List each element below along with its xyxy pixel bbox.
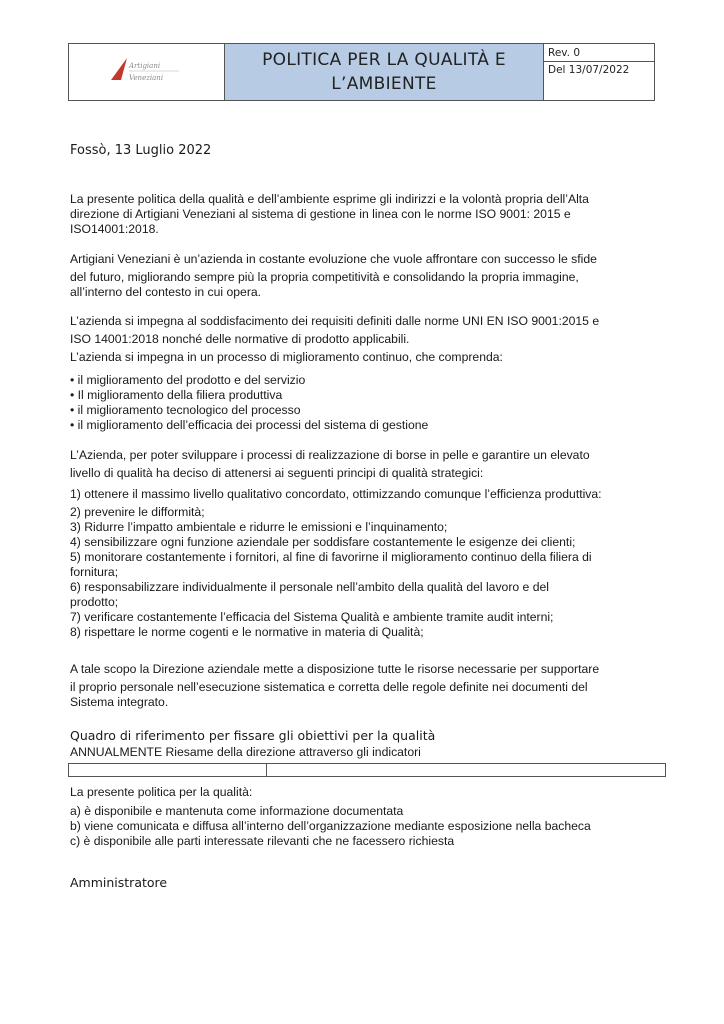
principle-1: 1) ottenere il massimo livello qualitativo concordato, ottimizzando comunque l’efficienza produttiva: [70, 487, 602, 501]
title-line-2: L’AMBIENTE [331, 74, 437, 94]
list-item: a) è disponibile e mantenuta come informazione documentata [70, 804, 404, 818]
date-place: Fossò, 13 Luglio 2022 [70, 143, 212, 158]
title-line-1: POLITICA PER LA QUALITÀ E [262, 50, 506, 70]
logo-cell [69, 44, 225, 101]
resources-paragraph [70, 660, 660, 711]
resources-line: il proprio personale nell’esecuzione sistematica e corretta delle regole definite nei documenti del [70, 680, 588, 694]
list-item: • il miglioramento del prodotto e del servizio [70, 373, 306, 387]
list-item: 2) prevenire le difformità; [70, 505, 205, 519]
list-item: 8) rispettare le norme cogenti e le normative in materia di Qualità; [70, 625, 424, 639]
strategy-paragraph [70, 446, 660, 482]
reference-subtitle: ANNUALMENTE Riesame della direzione attraverso gli indicatori [70, 745, 421, 759]
requirements-paragraph [70, 312, 660, 348]
svg-text:Veneziani: Veneziani [128, 73, 163, 82]
svg-text:Artigiani: Artigiani [128, 61, 160, 70]
intro-line: ISO14001:2018. [70, 222, 159, 236]
list-item: • il miglioramento tecnologico del processo [70, 403, 301, 417]
company-line: del futuro, migliorando sempre più la propria competitività e consolidando la propria immagine, [70, 270, 579, 284]
resources-line: A tale scopo la Direzione aziendale mette a disposizione tutte le risorse necessarie per supportare [70, 662, 600, 676]
list-item: c) è disponibile alle parti interessate rilevanti che ne facessero richiesta [70, 834, 455, 848]
revision-divider [544, 61, 654, 62]
intro-line: La presente politica della qualità e dell’ambiente esprime gli indirizzi e la volontà propria dell’Alta [70, 192, 589, 206]
list-item: 5) monitorare costantemente i fornitori, al fine di favorirne il miglioramento continuo della filiera di [70, 550, 592, 564]
improvement-intro: L’azienda si impegna in un processo di miglioramento continuo, che comprenda: [70, 350, 503, 364]
company-line: Artigiani Veneziani è un’azienda in costante evoluzione che vuole affrontare con successo le sfide [70, 252, 597, 266]
list-item: • Il miglioramento della filiera produttiva [70, 388, 283, 402]
company-line: all’interno del contesto in cui opera. [70, 285, 262, 299]
list-item: b) viene comunicata e diffusa all’interno dell’organizzazione mediante esposizione nella bacheca [70, 819, 591, 833]
company-paragraph [70, 250, 660, 301]
intro-line: direzione di Artigiani Veneziani al sistema di gestione in linea con le norme ISO 9001: 2015 e [70, 207, 571, 221]
list-item: • il miglioramento dell’efficacia dei processi del sistema di gestione [70, 418, 429, 432]
document-header [68, 43, 655, 101]
policy-intro: La presente politica per la qualità: [70, 785, 253, 799]
revision-cell [544, 44, 655, 101]
list-item: prodotto; [70, 595, 119, 609]
reference-cell [267, 764, 666, 777]
strategy-line: L’Azienda, per poter sviluppare i processi di realizzazione di borse in pelle e garantire un elevato [70, 448, 590, 462]
policy-points [70, 804, 660, 849]
resources-line: Sistema integrato. [70, 695, 169, 709]
list-item: 3) Ridurre l’impatto ambientale e ridurre le emissioni e l’inquinamento; [70, 520, 448, 534]
requirements-line: L’azienda si impegna al soddisfacimento dei requisiti definiti dalle norme UNI EN ISO 9001:2015 e [70, 314, 600, 328]
requirements-line: ISO 14001:2018 nonché delle normative di prodotto applicabili. [70, 332, 410, 346]
revision-date: Del 13/07/2022 [548, 64, 630, 76]
reference-title: Quadro di riferimento per fissare gli obiettivi per la qualità [70, 728, 436, 743]
list-item: 6) responsabilizzare individualmente il personale nell’ambito della qualità del lavoro e del [70, 580, 549, 594]
revision-number: Rev. 0 [548, 47, 581, 59]
list-item: fornitura; [70, 565, 119, 579]
reference-cell [69, 764, 267, 777]
principles-list [70, 505, 660, 640]
company-logo [107, 50, 187, 90]
reference-table [68, 763, 666, 777]
improvement-list [70, 373, 660, 433]
signature: Amministratore [70, 875, 168, 890]
strategy-line: livello di qualità ha deciso di attenersi ai seguenti principi di qualità strategici: [70, 466, 484, 480]
list-item: 7) verificare costantemente l’efficacia del Sistema Qualità e ambiente tramite audit interni; [70, 610, 554, 624]
document-title [225, 44, 544, 101]
intro-paragraph [70, 192, 660, 237]
list-item: 4) sensibilizzare ogni funzione aziendale per soddisfare costantemente le esigenze dei clienti; [70, 535, 576, 549]
